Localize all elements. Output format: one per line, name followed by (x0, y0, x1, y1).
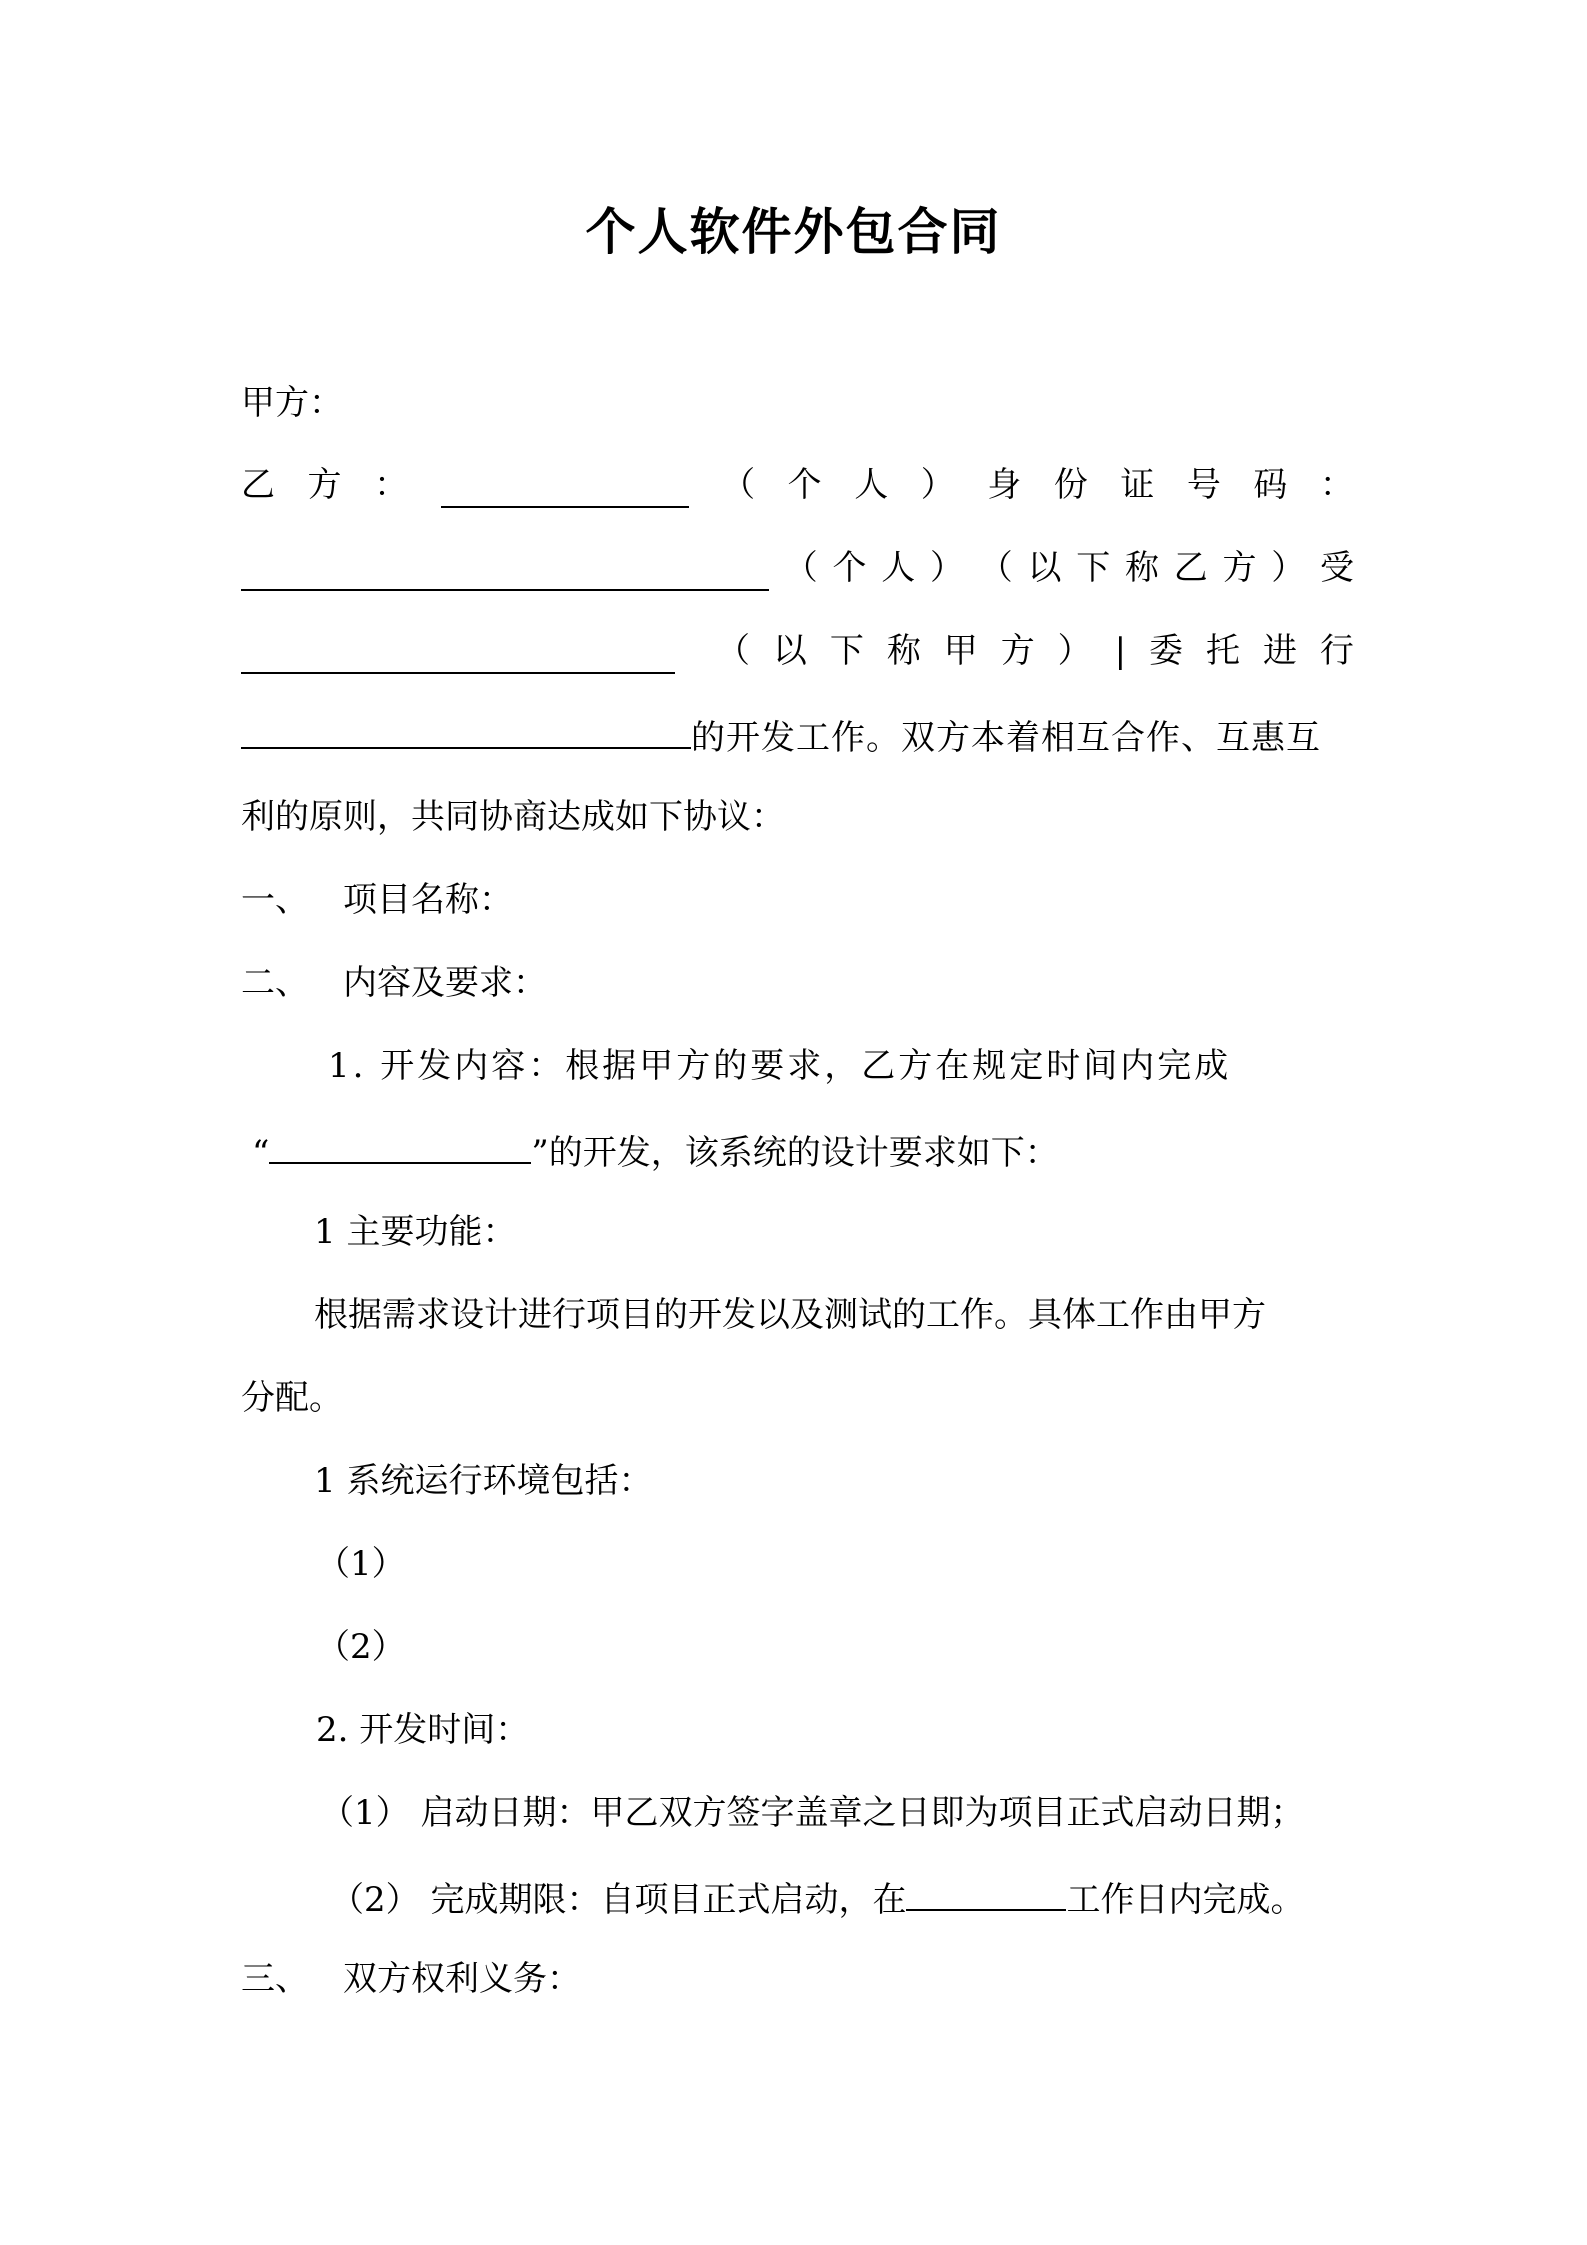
id-line-char: 乙 (1173, 548, 1208, 588)
entrust-char: 称 (886, 631, 921, 671)
id-line-char: ） (930, 548, 964, 588)
party-b-char: ） (920, 465, 955, 505)
dev-time-heading (316, 1707, 1429, 1753)
party-b-line (241, 462, 1354, 508)
section-2-number: 二、 (241, 963, 309, 1003)
env-text: 1 系统运行环境包括： (314, 1461, 653, 1501)
party-b-char: 码 (1253, 465, 1288, 505)
entrust-char: 委 (1149, 631, 1184, 671)
id-line-char: 以 (1027, 548, 1062, 588)
entrust-char: 甲 (943, 631, 978, 671)
function-desc-line-2 (241, 1375, 1354, 1421)
id-line-char: （ (783, 548, 818, 588)
env-item-1 (316, 1541, 1429, 1587)
section-3 (241, 1956, 1354, 2002)
entrust-char: 行 (1319, 631, 1354, 671)
party-b-char: ： (374, 465, 409, 505)
quote-close-text: ”的开发，该系统的设计要求如下： (531, 1133, 1059, 1173)
entrust-char: 以 (772, 631, 807, 671)
function-desc-text-2: 分配。 (241, 1378, 343, 1418)
id-number-blank[interactable] (241, 553, 769, 591)
id-line-char: 人 (881, 548, 916, 588)
entrust-char: 下 (829, 631, 864, 671)
id-line-char: ） (1271, 548, 1306, 588)
id-line-char: 称 (1125, 548, 1159, 588)
id-line-char: 方 (1222, 548, 1257, 588)
item-1-line-1 (328, 1043, 1354, 1089)
party-b-char: 份 (1053, 465, 1088, 505)
function-desc-text-1: 根据需求设计进行项目的开发以及测试的工作。具体工作由甲方 (314, 1295, 1266, 1335)
entrust-line (241, 628, 1354, 674)
start-date-text: （1） 启动日期：甲乙双方签字盖章之日即为项目正式启动日期； (320, 1793, 1305, 1833)
main-function-heading (314, 1209, 1427, 1255)
section-3-number: 三、 (241, 1959, 309, 1999)
dev-work-text: 的开发工作。双方本着相互合作、互惠互 (691, 718, 1321, 758)
party-b-char: 身 (987, 465, 1022, 505)
deadline-line (330, 1873, 1354, 1923)
entrust-char: ） (1057, 631, 1092, 671)
party-b-name-blank[interactable] (441, 470, 689, 508)
party-b-char: 证 (1120, 465, 1155, 505)
env-item-2-text: （2） (316, 1627, 406, 1667)
party-a-line (241, 380, 1354, 426)
entrust-char: | (1114, 631, 1127, 671)
section-3-heading: 双方权利义务： (343, 1959, 581, 1999)
dev-work-line (241, 711, 1354, 761)
party-b-char: 个 (787, 465, 822, 505)
party-b-char: 号 (1186, 465, 1221, 505)
id-line-char: 下 (1076, 548, 1111, 588)
id-line-char: （ (978, 548, 1013, 588)
party-b-char: （ (721, 465, 756, 505)
start-date-line (320, 1790, 1354, 1836)
item-1-line-2 (252, 1126, 1365, 1176)
item-1-text: 1. 开发内容：根据甲方的要求，乙方在规定时间内完成 (328, 1046, 1232, 1086)
entrust-char: （ (715, 631, 750, 671)
env-item-2 (316, 1624, 1429, 1670)
deadline-text-post: 工作日内完成。 (1066, 1880, 1305, 1920)
workdays-blank[interactable] (906, 1873, 1066, 1911)
principle-line (241, 794, 1354, 840)
id-line-char: 受 (1320, 548, 1354, 588)
section-2 (241, 960, 1354, 1006)
section-1-heading: 项目名称： (343, 880, 513, 920)
party-b-char: 方 (307, 465, 342, 505)
project-name-blank[interactable] (241, 711, 691, 749)
section-1-number: 一、 (241, 880, 309, 920)
party-a-label: 甲方： (241, 383, 343, 423)
document-title: 个人软件外包合同 (585, 202, 1002, 261)
section-1 (241, 877, 1354, 923)
dev-time-text: 2. 开发时间： (316, 1710, 530, 1750)
section-2-heading: 内容及要求： (343, 963, 547, 1003)
env-heading (314, 1458, 1427, 1504)
entrust-char: 方 (1000, 631, 1035, 671)
function-desc-line-1 (314, 1292, 1354, 1338)
entrust-char: 托 (1206, 631, 1240, 671)
entrust-char: 进 (1262, 631, 1297, 671)
deadline-text-pre: （2） 完成期限：自项目正式启动，在 (330, 1880, 907, 1920)
party-a-name-blank[interactable] (241, 636, 675, 674)
party-b-char: ： (1319, 465, 1354, 505)
main-function-text: 1 主要功能： (314, 1212, 517, 1252)
id-number-line (241, 545, 1354, 591)
party-b-char: 乙 (241, 465, 275, 505)
system-name-blank[interactable] (269, 1126, 531, 1164)
id-line-char: 个 (832, 548, 867, 588)
quote-open: “ (252, 1133, 270, 1173)
principle-text: 利的原则，共同协商达成如下协议： (241, 797, 785, 837)
party-b-char: 人 (854, 465, 889, 505)
env-item-1-text: （1） (316, 1544, 406, 1584)
